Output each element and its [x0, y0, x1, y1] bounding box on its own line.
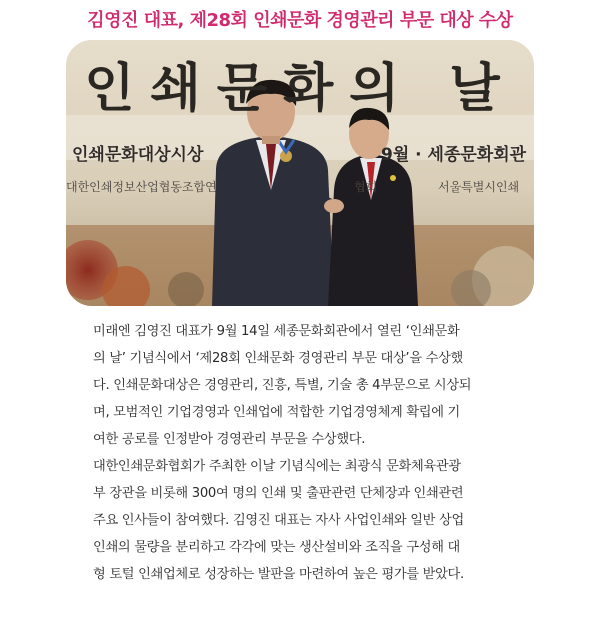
article-line: 대한인쇄문화협회가 주최한 이날 기념식에는 최광식 문화체육관광 — [93, 459, 461, 474]
banner-right-text: 9월 · 세종문화회관 — [381, 145, 527, 165]
article-line: 다. 인쇄문화대상은 경영관리, 진흥, 특별, 기술 총 4부문으로 시상되 — [93, 378, 472, 393]
article-line: 부 장관을 비롯해 300여 명의 인쇄 및 출판관련 단체장과 인쇄관련 — [93, 486, 464, 501]
sponsor-right-text: 서울특별시인쇄 — [438, 180, 520, 194]
article-line: 의 날’ 기념식에서 ‘제28회 인쇄문화 경영관리 부문 대상’을 수상했 — [93, 351, 463, 366]
sponsor-left-text: 대한인쇄정보산업협동조합연 — [66, 180, 217, 194]
banner-left-text: 인쇄문화대상시상 — [72, 145, 204, 165]
award-ceremony-photo — [66, 40, 534, 306]
article-line: 형 토털 인쇄업체로 성장하는 발판을 마련하여 높은 평가를 받았다. — [93, 567, 464, 582]
sponsor-mid-text: 협회 — [354, 180, 378, 194]
article-line: 인쇄의 물량을 분리하고 각각에 맞는 생산설비와 조직을 구성해 대 — [93, 540, 460, 555]
banner-main-text: 인쇄문화의 날 — [84, 58, 516, 119]
article-line: 미래엔 김영진 대표가 9월 14일 세종문화회관에서 열린 ‘인쇄문화 — [93, 324, 460, 339]
article-line: 며, 모범적인 기업경영과 인쇄업에 적합한 기업경영체계 확립에 기 — [93, 405, 460, 420]
article-headline: 김영진 대표, 제28회 인쇄문화 경영관리 부문 대상 수상 — [87, 10, 513, 31]
article-line: 주요 인사들이 참여했다. 김영진 대표는 자사 사업인쇄와 일반 상업 — [93, 513, 464, 528]
article-body — [93, 318, 533, 588]
article-line: 여한 공로를 인정받아 경영관리 부문을 수상했다. — [93, 432, 366, 447]
